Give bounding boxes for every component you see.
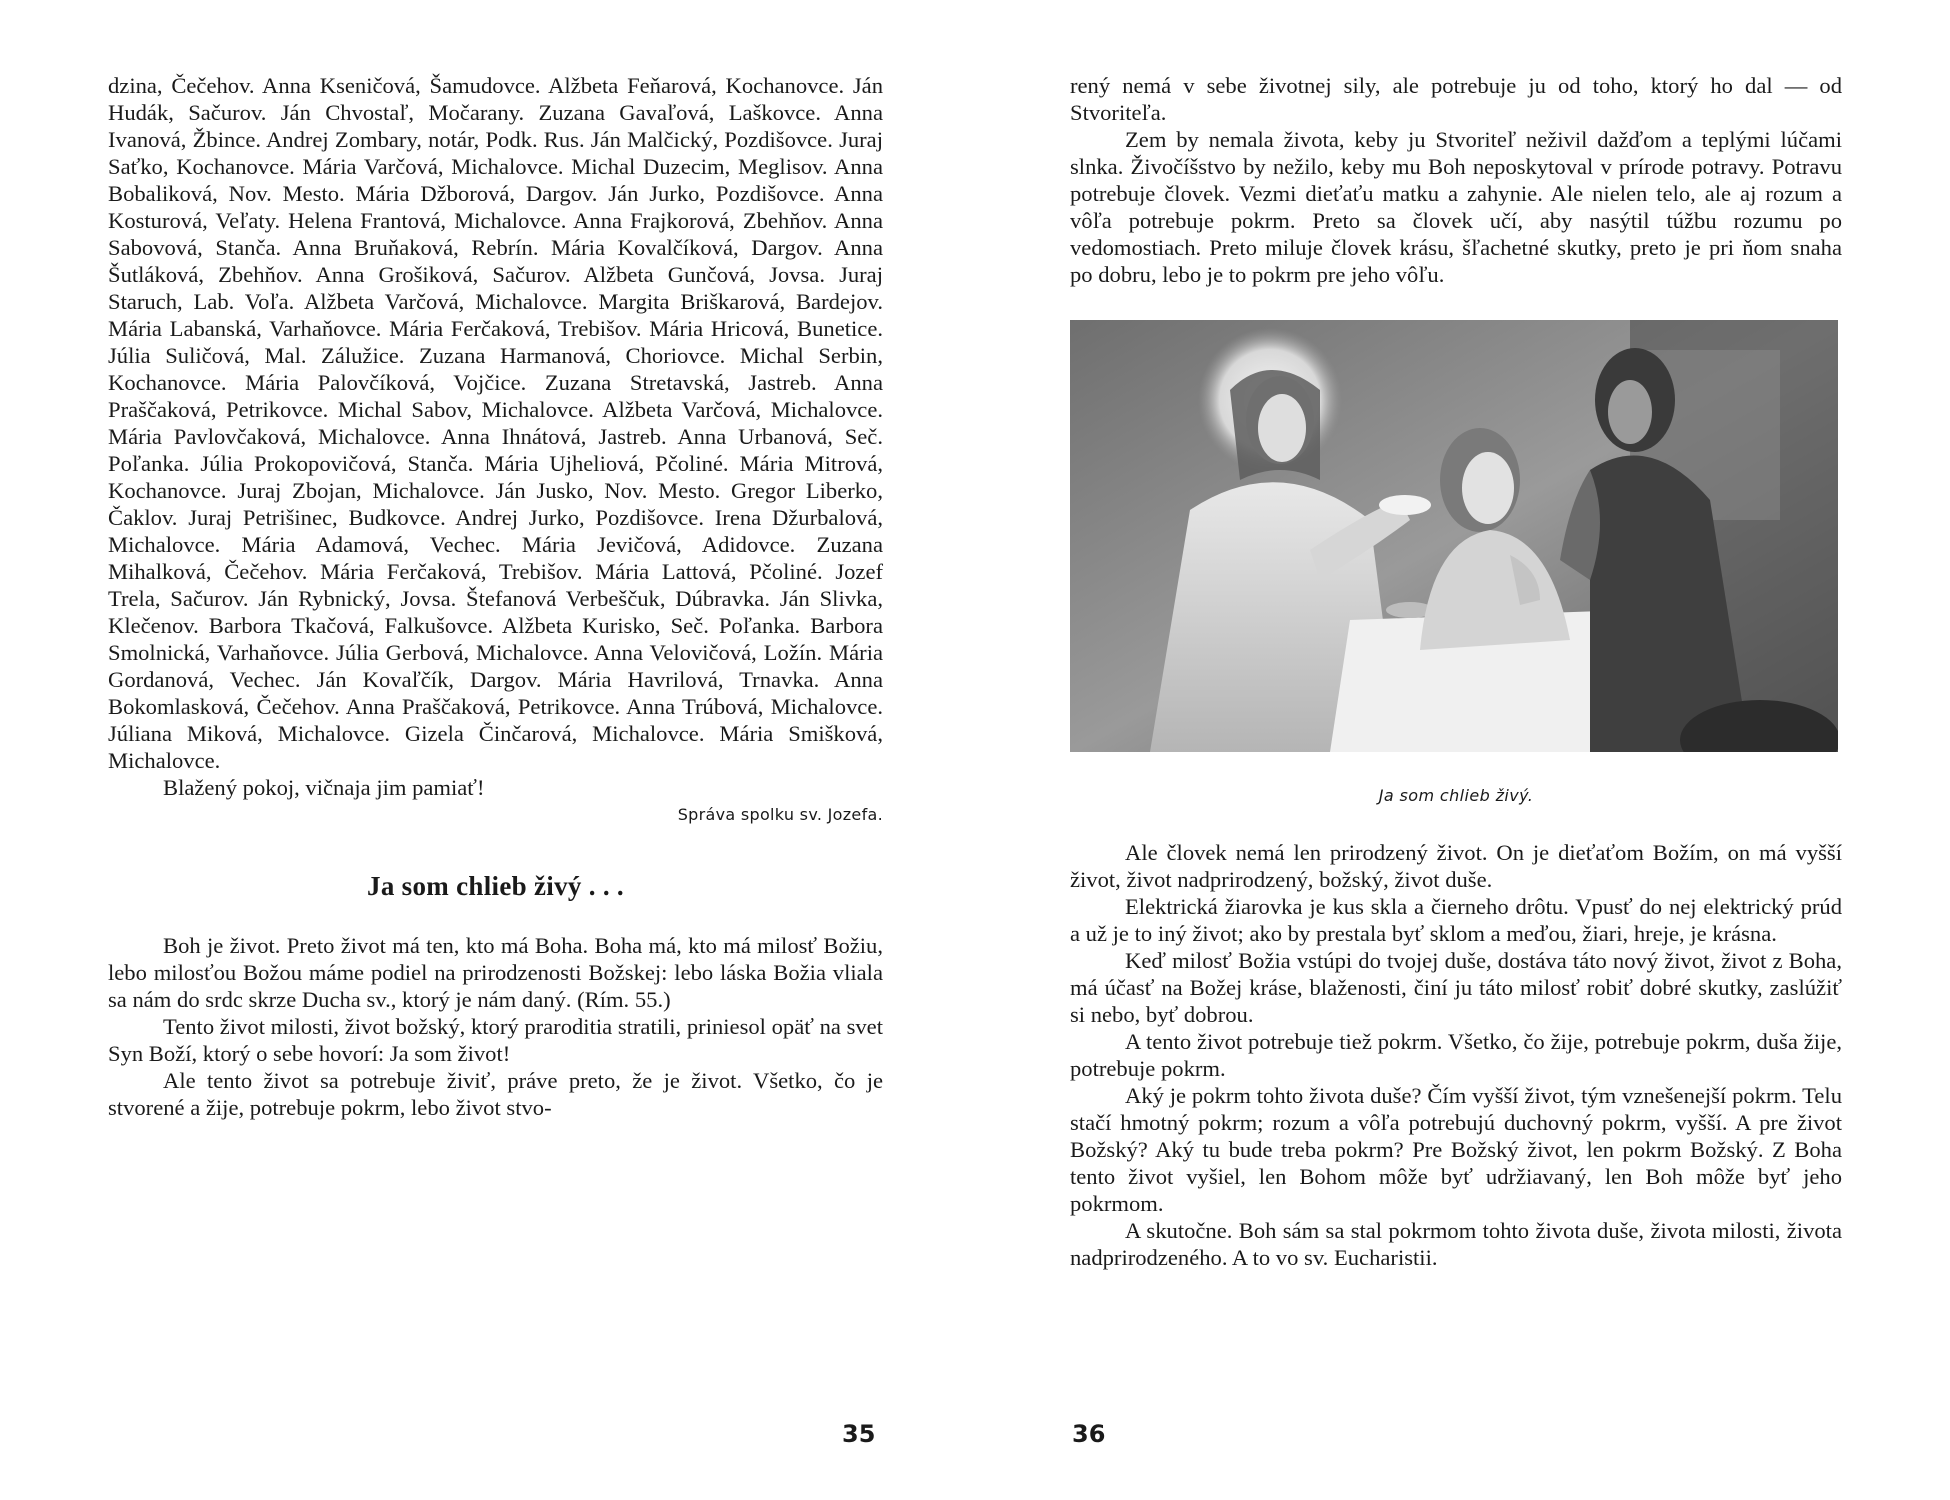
page-number-right: 36 xyxy=(1072,1420,1106,1448)
article-paragraph: Boh je život. Preto život má ten, kto má Boha. Boha má, kto má milosť Božiu, lebo milosťou Božou máme podiel na prirodzenosti Božskej: lebo láska Božia vliala sa nám do srdc skrze Ducha sv., ktorý je nám daný. (Rím. 55.) xyxy=(108,933,883,1012)
article-paragraph: A tento život potrebuje tiež pokrm. Všetko, čo žije, potrebuje pokrm, duša žije, potrebuje pokrm. xyxy=(1070,1029,1842,1081)
article-paragraph: rený nemá v sebe životnej sily, ale potrebuje ju od toho, ktorý ho dal — od Stvoriteľa. xyxy=(1070,73,1842,125)
left-page xyxy=(108,72,883,1121)
article-paragraph: Ale človek nemá len prirodzený život. On je dieťaťom Božím, on má vyšší život, život nadprirodzený, božský, život duše. xyxy=(1070,840,1842,892)
article-paragraph: Tento život milosti, život božský, ktorý praroditia stratili, priniesol opäť na svet Syn Boží, ktorý o sebe hovorí: Ja som život! xyxy=(108,1014,883,1066)
right-page xyxy=(1070,72,1842,1271)
article-paragraph: Ale tento život sa potrebuje živiť, práve preto, že je život. Všetko, čo je stvorené a žije, potrebuje pokrm, lebo život stvo- xyxy=(108,1068,883,1120)
article-paragraph: Keď milosť Božia vstúpi do tvojej duše, dostáva táto nový život, život z Boha, má účasť na Božej kráse, blaženosti, činí ju táto milosť robiť dobré skutky, zaslúžiť si nebo, byť dobrou. xyxy=(1070,948,1842,1027)
article-paragraph: Zem by nemala života, keby ju Stvoriteľ neživil dažďom a teplými lúčami slnka. Živočíšstvo by nežilo, keby mu Boh neposkytoval v prírode potravy. Potravu potrebuje človek. Vezmi dieťaťu matku a zahynie. Ale nielen telo, ale aj rozum a vôľa potrebuje pokrm. Preto sa človek učí, aby nasýtil túžbu rozumu po vedomostiach. Preto miluje človek krásu, šľachetné skutky, preto je pri ňom snaha po dobru, lebo je to pokrm pre jeho vôľu. xyxy=(1070,127,1842,287)
obituary-list: dzina, Čečehov. Anna Kseničová, Šamudovce. Alžbeta Feňarová, Kochanovce. Ján Hudák, Sačurov. Ján Chvostaľ, Močarany. Zuzana Gavaľová, Laškovce. Anna Ivanová, Žbince. Andrej Zombary, notár, Podk. Rus. Ján Malčický, Pozdišovce. Juraj Saťko, Kochanovce. Mária Varčová, Michalovce. Michal Duzecim, Meglisov. Anna Bobaliková, Nov. Mesto. Mária Džborová, Dargov. Ján Jurko, Pozdišovce. Anna Kosturová, Veľaty. Helena Frantová, Michalovce. Anna Frajkorová, Zbehňov. Anna Sabovová, Stanča. Anna Bruňaková, Rebrín. Mária Kovalčíková, Dargov. Anna Šutláková, Zbehňov. Anna Grošiková, Sačurov. Alžbeta Gunčová, Jovsa. Juraj Staruch, Lab. Voľa. Alžbeta Varčová, Michalovce. Margita Briškarová, Bardejov. Mária Labanská, Varhaňovce. Mária Ferčaková, Trebišov. Mária Hricová, Bunetice. Júlia Suličová, Mal. Zálužice. Zuzana Harmanová, Choriovce. Michal Serbin, Kochanovce. Mária Palovčíková, Vojčice. Zuzana Stretavská, Jastreb. Anna Praščaková, Petrikovce. Michal Sabov, Michalovce. Alžbeta Varčová, Michalovce. Mária Pavlovčaková, Michalovce. Anna Ihnátová, Jastreb. Anna Urbanová, Seč. Poľanka. Júlia Prokopovičová, Stanča. Mária Ujheliová, Pčoliné. Mária Mitrová, Kochanovce. Juraj Zbojan, Michalovce. Ján Jusko, Nov. Mesto. Gregor Liberko, Čaklov. Juraj Petrišinec, Budkovce. Andrej Jurko, Pozdišovce. Irena Džurbalová, Michalovce. Mária Adamová, Vechec. Mária Jevičová, Adidovce. Zuzana Mihalková, Čečehov. Mária Ferčaková, Trebišov. Mária Lattová, Pčoliné. Jozef Trela, Sačurov. Ján Rybnický, Jovsa. Štefanová Verbeščuk, Dúbravka. Ján Slivka, Klečenov. Barbora Tkačová, Falkušovce. Alžbeta Kurisko, Seč. Poľanka. Barbora Smolnická, Varhaňovce. Júlia Gerbová, Michalovce. Anna Velovičová, Ložín. Mária Gordanová, Vechec. Ján Kovaľčík, Dargov. Mária Havrilová, Trnavka. Anna Bokomlasková, Čečehov. Anna Praščaková, Petrikovce. Anna Trúbová, Michalovce. Júliana Miková, Michalovce. Gizela Činčarová, Michalovce. Mária Smišková, Michalovce. xyxy=(108,73,883,773)
article-paragraph: Elektrická žiarovka je kus skla a čierneho drôtu. Vpusť do nej elektrický prúd a už je to iný život; ako by prestala byť sklom a meďou, žiari, hreje, je krásna. xyxy=(1070,894,1842,946)
last-supper-illustration-icon xyxy=(1070,320,1838,752)
article-paragraph: Aký je pokrm tohto života duše? Čím vyšší život, tým vznešenejší pokrm. Telu stačí hmotný pokrm; rozum a vôľa potrebujú duchovný pokrm, vyšší. A pre život Božský? Aký tu bude treba pokrm? Pre Božský život, len pokrm Božský. Z Boha tento život vyšiel, len Bohom môže byť udržiavaný, len Boh môže byť jeho pokrmom. xyxy=(1070,1083,1842,1216)
figure xyxy=(1070,320,1842,809)
article-title: Ja som chlieb živý . . . xyxy=(367,871,624,901)
signature: Správa spolku sv. Jozefa. xyxy=(677,805,883,824)
blessing-line: Blažený pokoj, vičnaja jim pamiať! xyxy=(163,775,485,800)
image-caption: Ja som chlieb živý. xyxy=(1378,786,1534,805)
article-paragraph: A skutočne. Boh sám sa stal pokrmom tohto života duše, života milosti, života nadprirodzeného. A to vo sv. Eucharistii. xyxy=(1070,1218,1842,1270)
page-number-left: 35 xyxy=(842,1420,876,1448)
